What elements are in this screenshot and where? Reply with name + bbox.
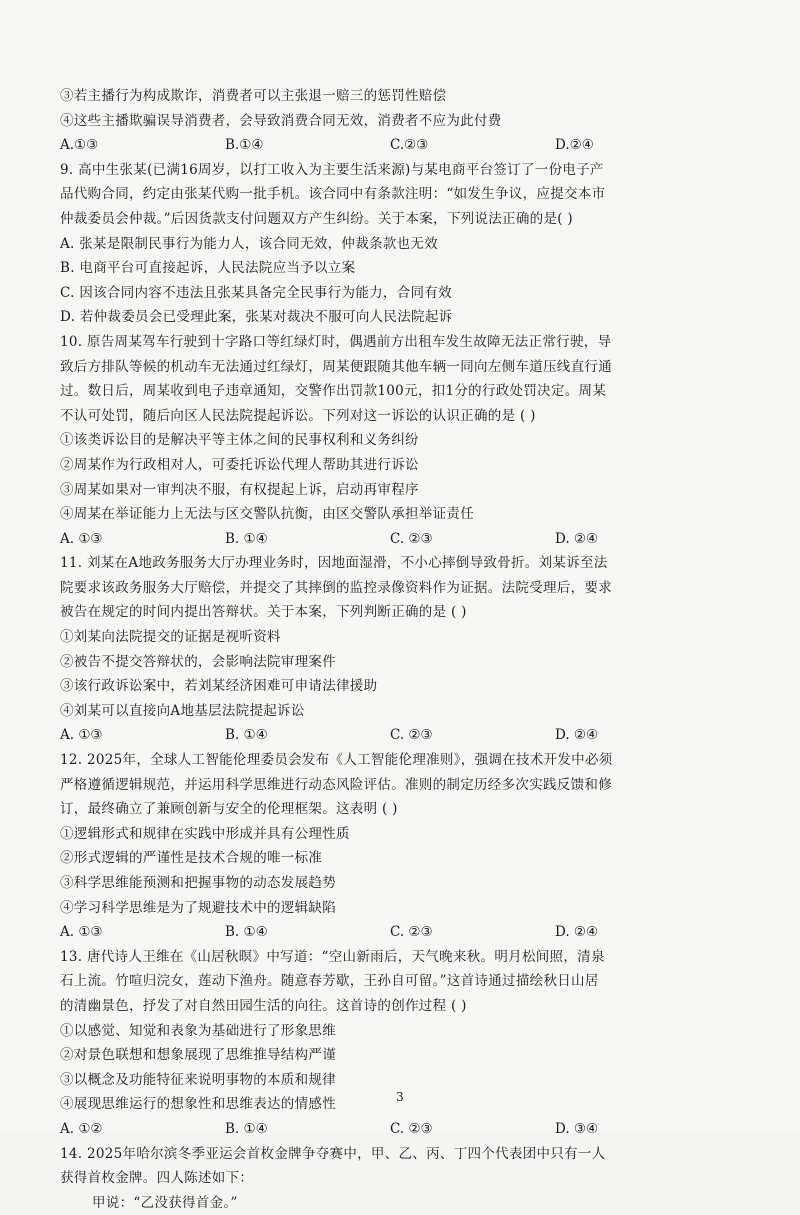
option-c: C.②③ xyxy=(390,137,429,154)
q13-statement: ②对景色联想和想象展现了思维推导结构严谨 xyxy=(60,1047,336,1064)
q11-stem-line: 11. 刘某在A地政务服务大厅办理业务时，因地面湿滑，不小心摔倒导致骨折。刘某诉至法 xyxy=(60,555,608,572)
q10-statement: ④周某在举证能力上无法与区交警队抗衡，由区交警队承担举证责任 xyxy=(60,506,474,523)
q13-stem-line: 石上流。竹喧归浣女，莲动下渔舟。随意春芳歇，王孙自可留。”这首诗通过描绘秋日山居 xyxy=(60,973,599,990)
q12-options xyxy=(60,920,752,945)
q8-options xyxy=(60,133,752,158)
option-a: A. ①② xyxy=(60,1120,103,1137)
option-b: B. ①④ xyxy=(225,530,268,547)
q13-statement: ①以感觉、知觉和表象为基础进行了形象思维 xyxy=(60,1022,336,1039)
q12-statement: ①逻辑形式和规律在实践中形成并具有公理性质 xyxy=(60,825,350,842)
q10-stem-line: 过。数日后，周某收到电子违章通知，交警作出罚款100元，扣1分的行政处罚决定。周某 xyxy=(60,383,607,400)
q13-options xyxy=(60,1117,752,1142)
q12-stem-line: 订，最终确立了兼顾创新与安全的伦理框架。这表明 ( ) xyxy=(60,801,398,818)
option-c: C. ②③ xyxy=(390,1120,433,1137)
q11-stem-line: 被告在规定的时间内提出答辩状。关于本案，下列判断正确的是 ( ) xyxy=(60,604,467,621)
option-d: D. ②④ xyxy=(555,727,599,744)
q9-stem-line: 仲裁委员会仲裁。”后因货款支付问题双方产生纠纷。关于本案，下列说法正确的是( ) xyxy=(60,210,573,227)
q10-statement: ②周某作为行政相对人，可委托诉讼代理人帮助其进行诉讼 xyxy=(60,456,419,473)
q14-stem-line: 14. 2025年哈尔滨冬季亚运会首枚金牌争夺赛中，甲、乙、丙、丁四个代表团中只有一人 xyxy=(60,1145,606,1162)
option-d: D. ③④ xyxy=(555,1120,599,1137)
option-b: B. ①④ xyxy=(225,1120,268,1137)
option-d: D. ②④ xyxy=(555,530,599,547)
q11-statement: ①刘某向法院提交的证据是视听资料 xyxy=(60,629,281,646)
q8-statement-3: ③若主播行为构成欺诈，消费者可以主张退一赔三的惩罚性赔偿 xyxy=(60,88,447,104)
page-content xyxy=(60,84,752,1215)
q12-stem-line: 严格遵循逻辑规范，并运用科学思维进行动态风险评估。准则的制定历经多次实践反馈和修 xyxy=(60,776,612,793)
q12-statement: ②形式逻辑的严谨性是技术合规的唯一标准 xyxy=(60,850,323,867)
q14-statement-jia: 甲说：“乙没获得首金。” xyxy=(92,1194,238,1211)
q10-options xyxy=(60,527,752,552)
q9-stem-line: 9. 高中生张某(已满16周岁，以打工收入为主要生活来源)与某电商平台签订了一份电子产 xyxy=(60,161,604,178)
q12-statement: ④学习科学思维是为了规避技术中的逻辑缺陷 xyxy=(60,899,336,916)
q13-statement: ③以概念及功能特征来说明事物的本质和规律 xyxy=(60,1071,336,1088)
option-b: B. ①④ xyxy=(225,727,268,744)
option-d: D.②④ xyxy=(555,137,594,154)
option-a: A. ①③ xyxy=(60,530,103,547)
q10-statement: ③周某如果对一审判决不服，有权提起上诉，启动再审程序 xyxy=(60,481,419,498)
q10-stem-line: 10. 原告周某驾车行驶到十字路口等红绿灯时，偶遇前方出租车发生故障无法正常行驶，导 xyxy=(60,333,612,350)
option-a: A. ①③ xyxy=(60,924,103,941)
q8-statement-4: ④这些主播欺骗误导消费者，会导致消费合同无效，消费者不应为此付费 xyxy=(60,112,502,129)
q13-statement: ④展现思维运行的想象性和思维表达的情感性 xyxy=(60,1096,336,1113)
q12-stem-line: 12. 2025年，全球人工智能伦理委员会发布《人工智能伦理准则》，强调在技术开发中必须 xyxy=(60,752,613,769)
q11-options xyxy=(60,723,752,748)
q13-stem-line: 13. 唐代诗人王维在《山居秋暝》中写道：“空山新雨后，天气晚来秋。明月松间照，清泉 xyxy=(60,948,605,965)
q9-option-a: A. 张某是限制民事行为能力人，该合同无效，仲裁条款也无效 xyxy=(60,235,439,252)
q9-stem-line: 品代购合同，约定由张某代购一批手机。该合同中有条款注明：“如发生争议，应提交本市 xyxy=(60,186,606,203)
option-c: C. ②③ xyxy=(390,924,433,941)
q10-stem-line: 致后方排队等候的机动车无法通过红绿灯，周某便跟随其他车辆一同向左侧车道压线直行通 xyxy=(60,358,612,375)
q9-option-d: D. 若仲裁委员会已受理此案，张某对裁决不服可向人民法院起诉 xyxy=(60,309,453,326)
option-b: B. ①④ xyxy=(225,924,268,941)
option-c: C. ②③ xyxy=(390,530,433,547)
option-d: D. ②④ xyxy=(555,924,599,941)
option-a: A. ①③ xyxy=(60,727,103,744)
q13-stem-line: 的清幽景色，抒发了对自然田园生活的向往。这首诗的创作过程 ( ) xyxy=(60,997,467,1014)
option-c: C. ②③ xyxy=(390,727,433,744)
q11-statement: ④刘某可以直接向A地基层法院提起诉讼 xyxy=(60,702,305,719)
q10-statement: ①该类诉讼目的是解决平等主体之间的民事权利和义务纠纷 xyxy=(60,432,419,449)
option-a: A.①③ xyxy=(60,137,99,154)
q12-statement: ③科学思维能预测和把握事物的动态发展趋势 xyxy=(60,875,336,891)
q9-option-b: B. 电商平台可直接起诉，人民法院应当予以立案 xyxy=(60,260,356,277)
q14-stem-line: 获得首枚金牌。四人陈述如下： xyxy=(60,1170,254,1187)
q11-statement: ②被告不提交答辩状的，会影响法院审理案件 xyxy=(60,653,336,670)
page-number: 3 xyxy=(396,1090,404,1104)
option-b: B.①④ xyxy=(225,137,264,154)
q10-stem-line: 不认可处罚，随后向区人民法院提起诉讼。下列对这一诉讼的认识正确的是 ( ) xyxy=(60,407,536,424)
q11-stem-line: 院要求该政务服务大厅赔偿，并提交了其摔倒的监控录像资料作为证据。法院受理后，要求 xyxy=(60,579,612,596)
q9-option-c: C. 因该合同内容不违法且张某具备完全民事行为能力，合同有效 xyxy=(60,284,452,301)
q11-statement: ③该行政诉讼案中，若刘某经济困难可申请法律援助 xyxy=(60,678,378,695)
